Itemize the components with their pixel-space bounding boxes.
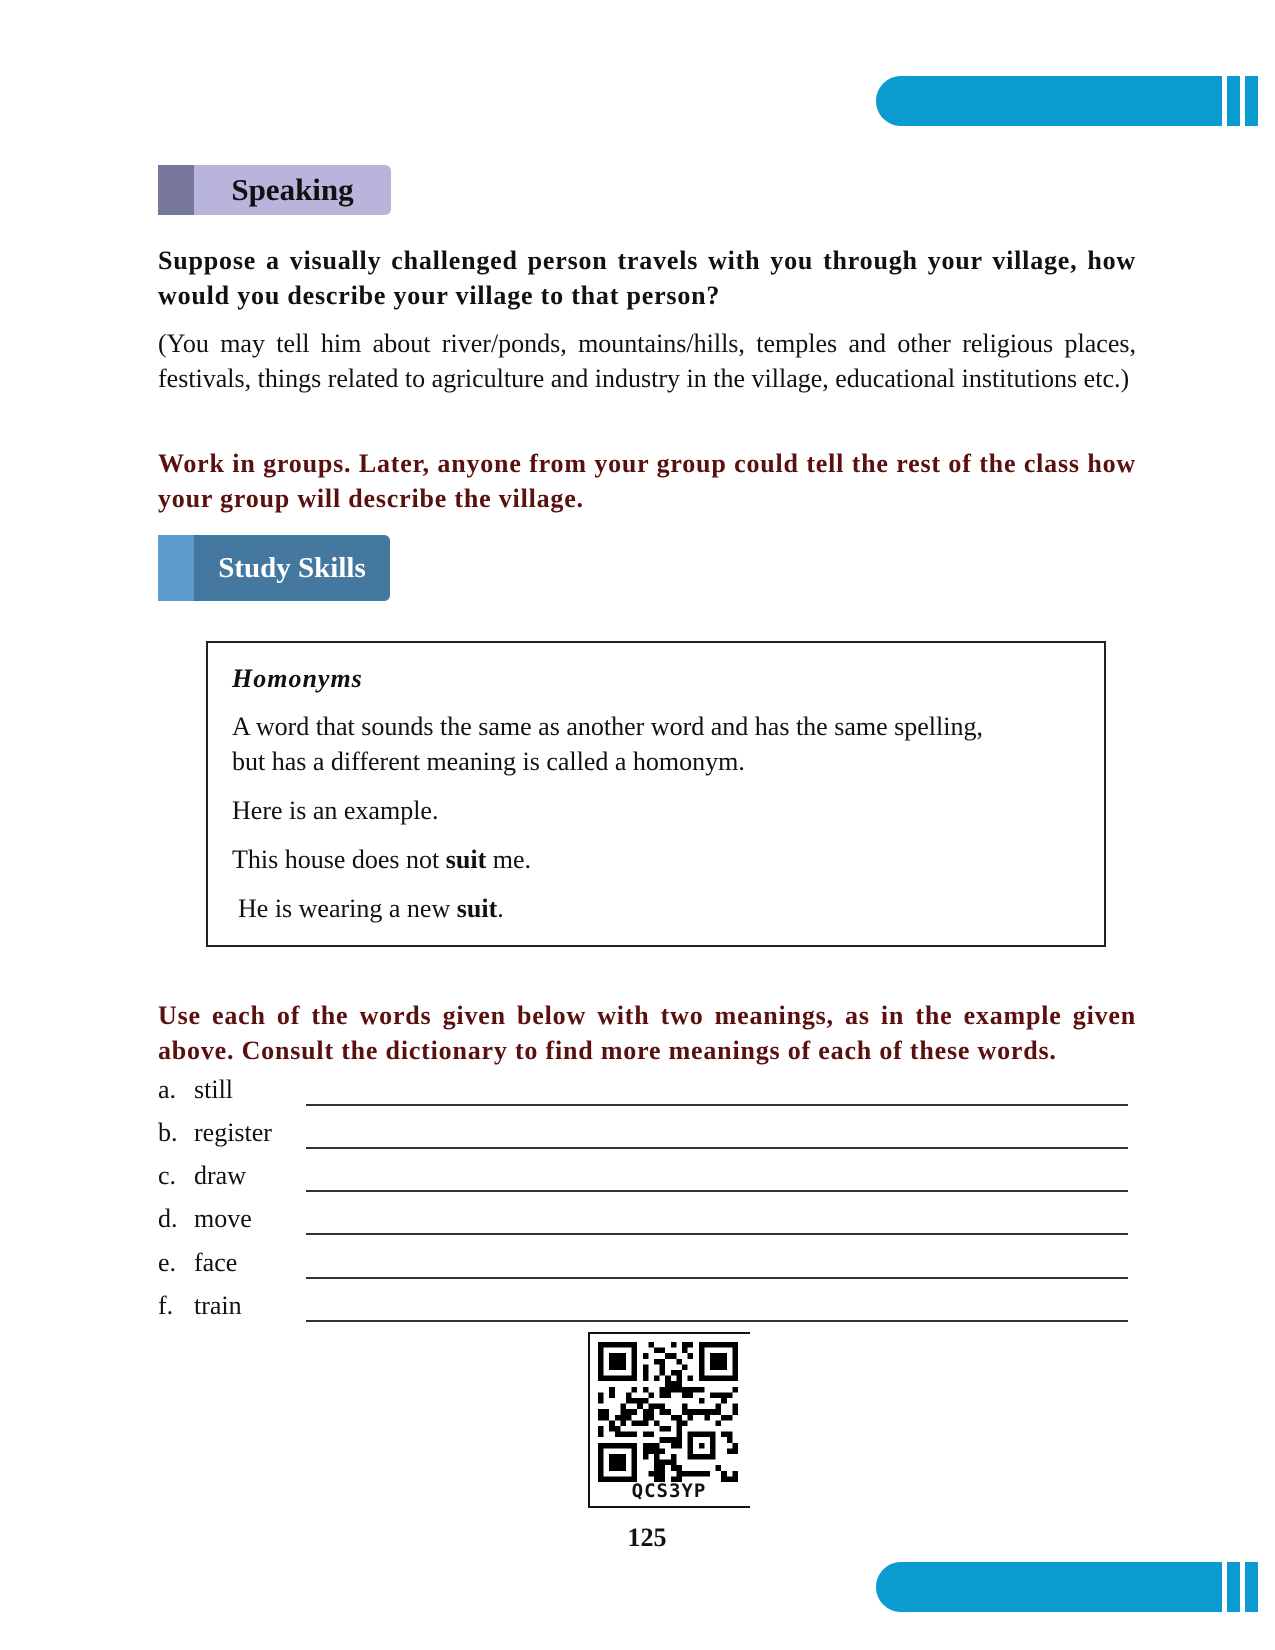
word-letter: a. [158,1075,177,1104]
definition-line-2: but has a different meaning is called a homonym. [232,747,745,776]
answer-blank[interactable] [306,1147,1128,1149]
example-sentence-2: He is wearing a new suit. [238,894,504,923]
study-skills-heading-label: Study Skills [218,552,366,584]
homonyms-title: Homonyms [232,664,363,693]
word-letter: e. [158,1248,177,1277]
definition-line-1: A word that sounds the same as another word and has the same spelling, [232,712,983,741]
bottom-decorative-bar [876,1562,1275,1612]
speaking-heading-label: Speaking [231,172,354,207]
study-skills-heading [158,535,390,601]
word-letter: c. [158,1161,177,1190]
word-label: register [194,1118,272,1147]
answer-blank[interactable] [306,1104,1128,1106]
top-decorative-bar [876,76,1275,126]
word-row-train [158,1286,1128,1330]
speaking-heading [158,165,391,215]
qr-code-label: QCS3YP [631,1480,707,1502]
word-letter: d. [158,1204,178,1233]
word-letter: b. [158,1118,178,1147]
answer-blank[interactable] [306,1190,1128,1192]
word-label: train [194,1291,242,1320]
speaking-question: Suppose a visually challenged person travels with you through your village, how would you describe your village to that person? [158,246,1136,310]
speaking-hint: (You may tell him about river/ponds, mountains/hills, temples and other religious places, festivals, things related to agriculture and industry in the village, educational institutions etc.) [158,329,1136,393]
heading-accent [158,165,194,215]
example-intro: Here is an example. [232,796,439,825]
speaking-instruction: Work in groups. Later, anyone from your group could tell the rest of the class how your group will describe the village. [158,449,1136,513]
word-row-move [158,1199,1128,1243]
word-row-still [158,1070,1128,1114]
word-label: face [194,1248,238,1277]
answer-blank[interactable] [306,1320,1128,1322]
example-keyword: suit [445,845,487,874]
answer-blank[interactable] [306,1233,1128,1235]
page-number: 125 [627,1523,667,1552]
homonyms-box [206,641,1106,947]
qr-code-icon[interactable] [598,1342,738,1482]
answer-blank[interactable] [306,1277,1128,1279]
word-label: move [194,1204,252,1233]
example-sentence-1: This house does not suit me. [232,845,531,874]
exercise-instruction: Use each of the words given below with two meanings, as in the example given above. Consult the dictionary to find more meanings of each of these words. [158,1001,1136,1065]
word-letter: f. [158,1291,174,1320]
qr-code-block [588,1332,750,1508]
word-label: draw [194,1161,246,1190]
example-keyword: suit [456,894,498,923]
word-row-register [158,1113,1128,1157]
heading-accent [158,535,194,601]
word-label: still [194,1075,234,1104]
word-row-draw [158,1156,1128,1200]
word-row-face [158,1243,1128,1287]
